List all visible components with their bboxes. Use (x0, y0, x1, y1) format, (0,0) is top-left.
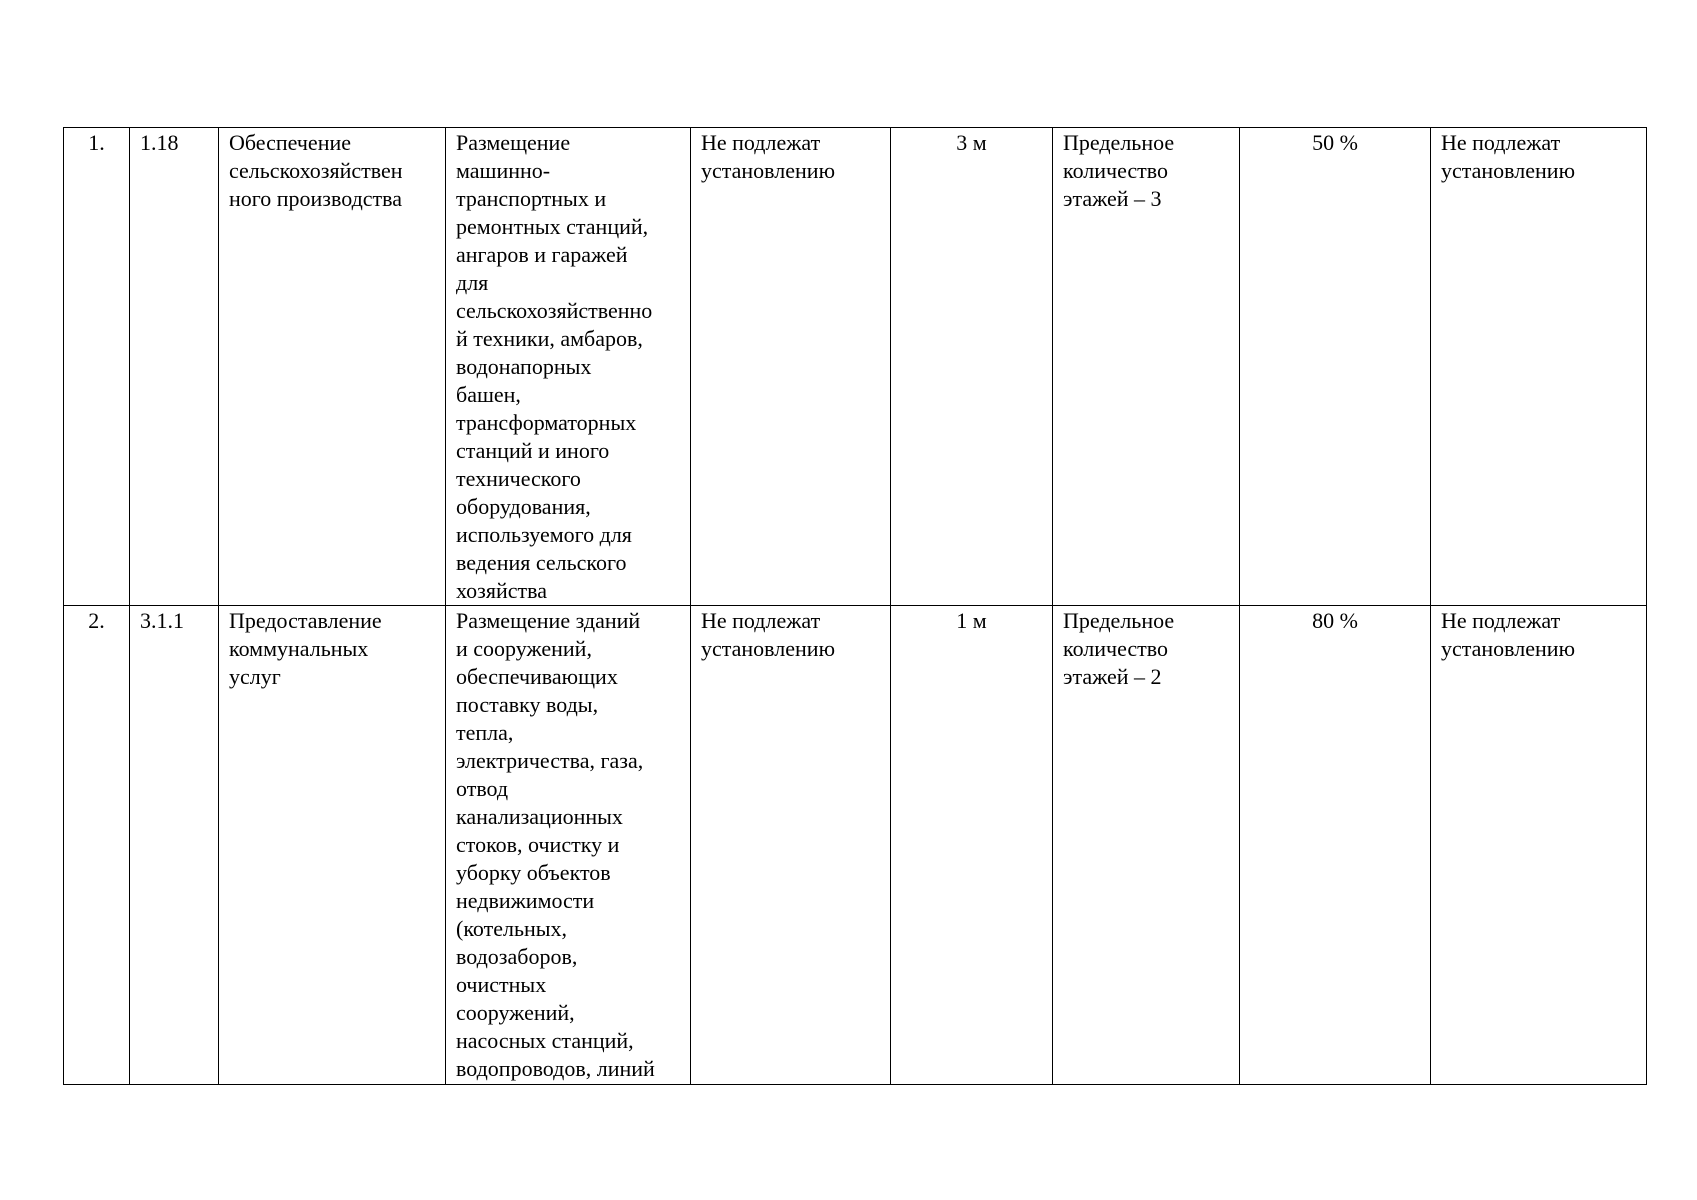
row-number-cell: 1. (64, 128, 130, 606)
regulations-table (63, 127, 1647, 1085)
use-code-cell: 1.18 (130, 128, 219, 606)
other-params-cell: Не подлежат установлению (1431, 606, 1647, 1085)
plot-size-cell: Не подлежат установлению (691, 128, 891, 606)
other-params-cell: Не подлежат установлению (1431, 128, 1647, 606)
row-number-cell: 2. (64, 606, 130, 1085)
use-name-cell: Предоставление коммунальных услуг (219, 606, 446, 1085)
use-name-cell: Обеспечение сельскохозяйствен ного производства (219, 128, 446, 606)
table-row (64, 128, 1647, 606)
use-description-cell: Размещение зданий и сооружений, обеспечивающих поставку воды, тепла, электричества, газа, отвод канализационных стоков, очистку и уборку объектов недвижимости (котельных, водозаборов, очистных сооружений, насосных станций, водопроводов, линий (446, 606, 691, 1085)
plot-size-cell: Не подлежат установлению (691, 606, 891, 1085)
use-code-cell: 3.1.1 (130, 606, 219, 1085)
coverage-percent-cell: 50 % (1240, 128, 1431, 606)
table-row (64, 606, 1647, 1085)
coverage-percent-cell: 80 % (1240, 606, 1431, 1085)
use-description-cell: Размещение машинно- транспортных и ремонтных станций, ангаров и гаражей для сельскохозяйственно й техники, амбаров, водонапорных башен, трансформаторных станций и иного технического оборудования, используемого для ведения сельского хозяйства (446, 128, 691, 606)
floors-cell: Предельное количество этажей – 2 (1053, 606, 1240, 1085)
setback-cell: 1 м (891, 606, 1053, 1085)
setback-cell: 3 м (891, 128, 1053, 606)
floors-cell: Предельное количество этажей – 3 (1053, 128, 1240, 606)
